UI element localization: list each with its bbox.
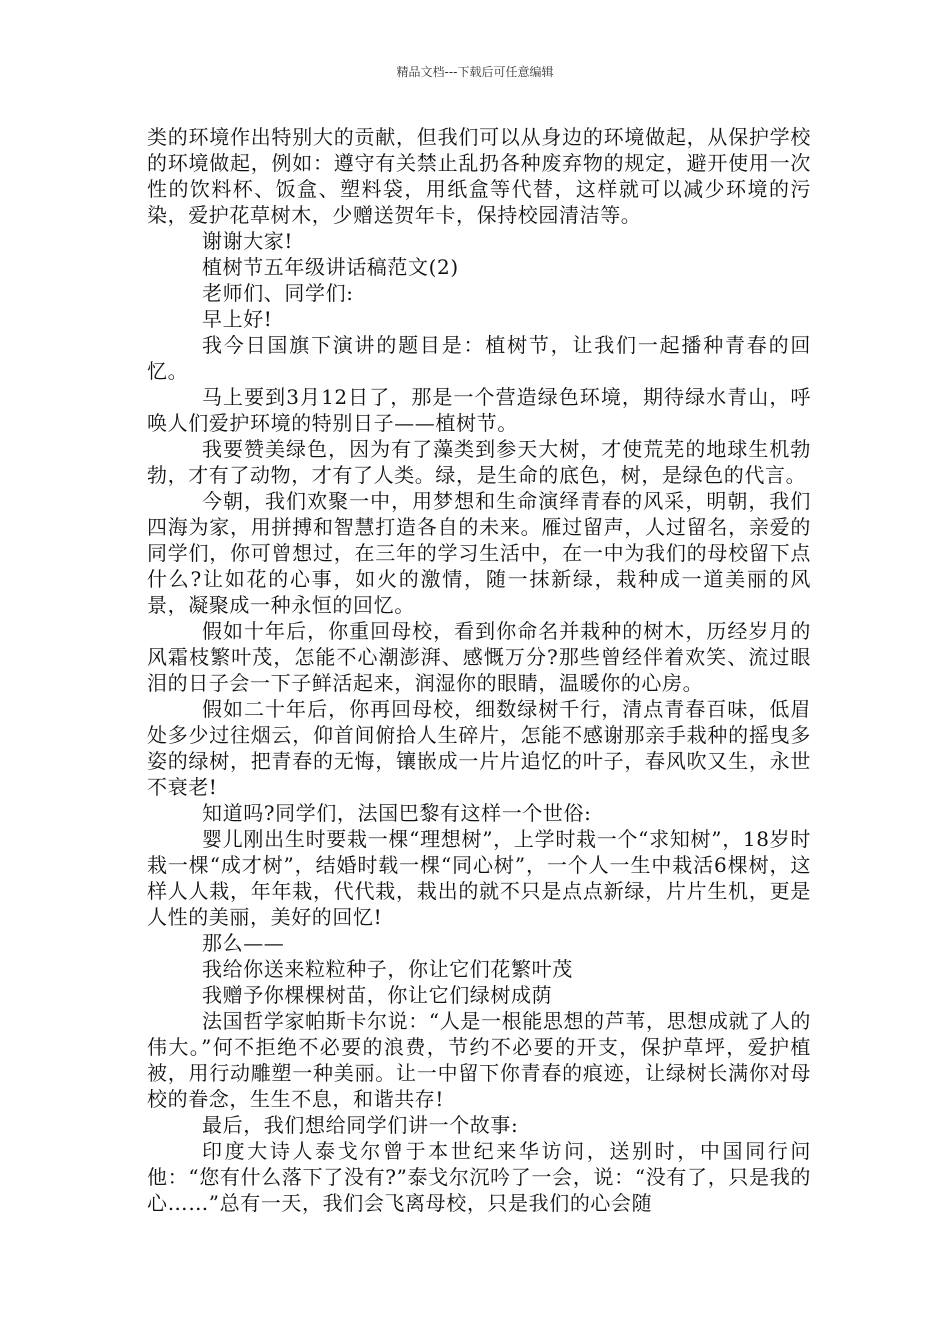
document-body xyxy=(147,124,811,1216)
paragraph: 我要赞美绿色，因为有了藻类到参天大树，才使荒芜的地球生机勃勃，才有了动物，才有了人类。绿，是生命的底色，树，是绿色的代言。 xyxy=(147,437,811,487)
page-header: 精品文档---下载后可任意编辑 xyxy=(396,65,554,79)
paragraph: 我给你送来粒粒种子，你让它们花繁叶茂 xyxy=(202,957,573,981)
paragraph: 那么—— xyxy=(202,931,285,955)
paragraph: 老师们、同学们: xyxy=(202,281,354,305)
paragraph: 法国哲学家帕斯卡尔说：“人是一根能思想的芦苇，思想成就了人的伟大。”何不拒绝不必要的浪费，节约不必要的开支，保护草坪，爱护植被，用行动雕塑一种美丽。让一中留下你青春的痕迹，让绿树长满你对母校的眷念，生生不息，和谐共存! xyxy=(147,1009,811,1111)
paragraph: 我赠予你棵棵树苗，你让它们绿树成荫 xyxy=(202,983,553,1007)
paragraph: 我今日国旗下演讲的题目是：植树节，让我们一起播种青春的回忆。 xyxy=(147,333,811,383)
paragraph: 早上好! xyxy=(202,307,273,331)
paragraph: 婴儿刚出生时要栽一棵“理想树”，上学时栽一个“求知树”，18岁时栽一棵“成才树”，结婚时载一棵“同心树”，一个人一生中栽活6棵树，这样人人栽，年年栽，代代栽，栽出的就不只是点点新绿，片片生机，更是人性的美丽，美好的回忆! xyxy=(147,827,812,929)
paragraph: 印度大诗人泰戈尔曾于本世纪来华访问，送别时，中国同行问他：“您有什么落下了没有?”泰戈尔沉吟了一会，说：“没有了，只是我的心……”总有一天，我们会飞离母校，只是我们的心会随 xyxy=(147,1139,811,1215)
paragraph: 假如十年后，你重回母校，看到你命名并栽种的树木，历经岁月的风霜枝繁叶茂，怎能不心潮澎湃、感慨万分?那些曾经伴着欢笑、流过眼泪的日子会一下子鲜活起来，润湿你的眼睛，温暖你的心房。 xyxy=(147,619,811,695)
paragraph: 假如二十年后，你再回母校，细数绿树千行，清点青春百味，低眉处多少过往烟云，仰首间俯拾人生碎片，怎能不感谢那亲手栽种的摇曳多姿的绿树，把青春的无悔，镶嵌成一片片追忆的叶子，春风吹又生，永世不衰老! xyxy=(147,697,811,799)
paragraph: 今朝，我们欢聚一中，用梦想和生命演绎青春的风采，明朝，我们四海为家，用拼搏和智慧打造各自的未来。雁过留声，人过留名，亲爱的同学们，你可曾想过，在三年的学习生活中，在一中为我们的母校留下点什么?让如花的心事，如火的激情，随一抹新绿，栽种成一道美丽的风景，凝聚成一种永恒的回忆。 xyxy=(147,489,811,617)
paragraph: 知道吗?同学们，法国巴黎有这样一个世俗: xyxy=(202,801,592,825)
paragraph: 谢谢大家! xyxy=(202,229,294,253)
paragraph: 马上要到3月12日了，那是一个营造绿色环境，期待绿水青山，呼唤人们爱护环境的特别日子——植树节。 xyxy=(147,385,811,435)
paragraph: 类的环境作出特别大的贡献，但我们可以从身边的环境做起，从保护学校的环境做起，例如：遵守有关禁止乱扔各种废弃物的规定，避开使用一次性的饮料杯、饭盒、塑料袋，用纸盒等代替，这样就可以减少环境的污染，爱护花草树木，少赠送贺年卡，保持校园清洁等。 xyxy=(147,125,811,227)
section-title: 植树节五年级讲话稿范文(2) xyxy=(202,255,459,279)
paragraph: 最后，我们想给同学们讲一个故事: xyxy=(202,1113,519,1137)
